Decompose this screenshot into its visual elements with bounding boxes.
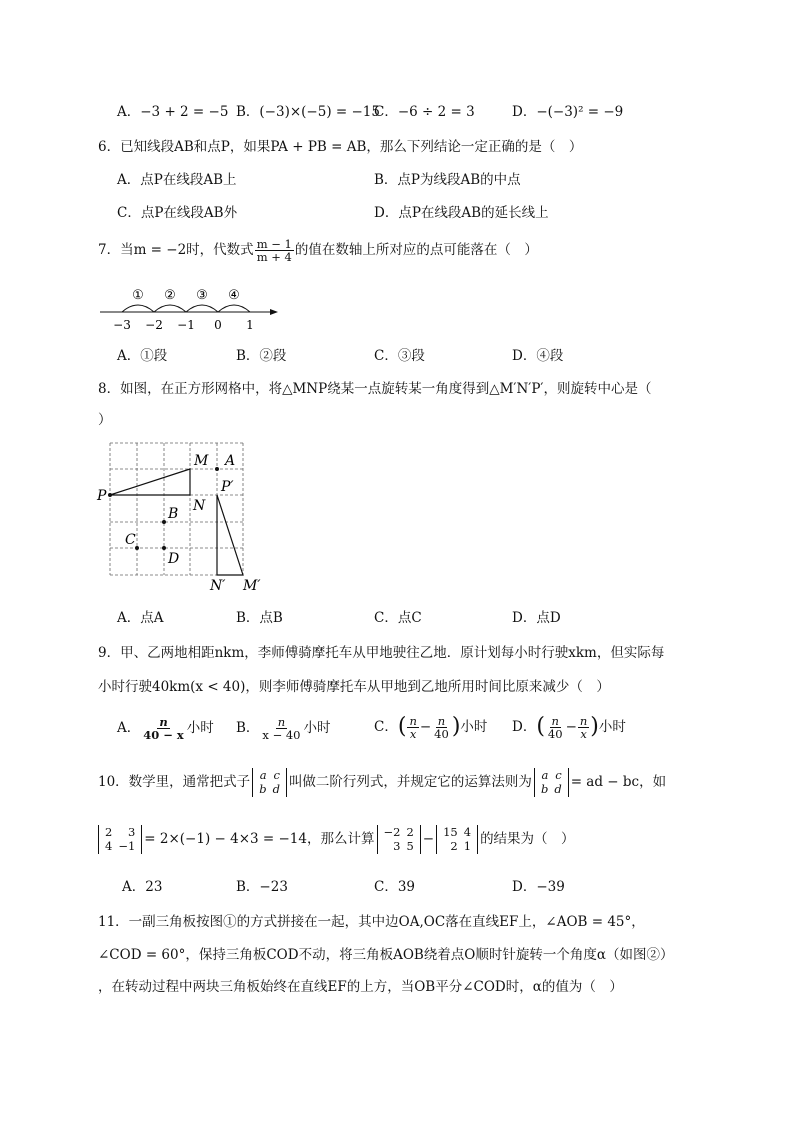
q9-stem-line2: 小时行驶40km(x < 40)，则李师傅骑摩托车从甲地到乙地所用时间比原来减少（ ）: [98, 679, 610, 695]
q10-example-result: = 2×(−1) − 4×3 = −14，那么计算: [144, 831, 375, 848]
q5-option-c[interactable]: C．−6 ÷ 2 = 3: [374, 104, 475, 120]
point-b: [162, 520, 166, 524]
q7-option-d[interactable]: D．④段: [512, 348, 564, 364]
q9-a-num: n: [159, 715, 168, 729]
det-d: d: [272, 782, 280, 797]
rule-b: b: [540, 782, 549, 797]
q9-option-d[interactable]: [512, 714, 626, 740]
q9-c-unit: 小时: [460, 719, 488, 736]
q9-option-c[interactable]: [374, 714, 487, 740]
q8-stem-line2: ）: [98, 412, 112, 428]
q10-minus: −: [422, 831, 435, 848]
q9-option-b-fraction: [260, 716, 302, 741]
ex-d: −1: [118, 839, 136, 854]
point-p: [108, 493, 112, 497]
label-p: P: [97, 488, 107, 504]
triangle-mnp: [110, 469, 190, 495]
q9-a-den: 40 − x: [143, 728, 184, 743]
point-d: [162, 546, 166, 550]
q6-option-b[interactable]: B．点P为线段AB的中点: [374, 172, 521, 188]
q9-option-a-fraction: [141, 716, 186, 741]
q6-option-d[interactable]: D．点P在线段AB的延长线上: [374, 205, 549, 221]
c2-c: 4: [463, 825, 472, 839]
q9-d-lparen: (: [536, 714, 545, 739]
q7-frac-num: m − 1: [256, 237, 292, 251]
q9-c-d1: x: [409, 726, 417, 741]
q9-option-c-label: C．: [374, 719, 398, 736]
q10-option-a[interactable]: A．23: [122, 879, 163, 895]
det-c: c: [273, 768, 280, 782]
q10-option-c[interactable]: C．39: [374, 879, 416, 895]
q7-tick--1: −1: [177, 318, 195, 332]
q5-option-a[interactable]: A．−3 + 2 = −5: [117, 104, 229, 120]
q7-stem-pre: 7．当m = −2时，代数式: [98, 242, 254, 259]
q11-stem-line2: ∠COD = 60°，保持三角板COD不动，将三角板AOB绕着点O顺时针旋转一个角度α（如图②）: [98, 947, 674, 963]
c1-b: 3: [393, 839, 401, 854]
q9-c-n2: n: [437, 713, 446, 728]
q7-arc-3: [186, 305, 218, 312]
label-m: M: [194, 453, 209, 469]
triangle-mnp-image: [217, 495, 243, 575]
q9-option-d-label: D．: [512, 719, 537, 736]
q9-d-n1: n: [551, 713, 559, 728]
c1-c: 2: [406, 825, 414, 839]
c2-a: 15: [443, 825, 458, 839]
q11-stem-line1: 11．一副三角板按图①的方式拼接在一起，其中边OA,OC落在直线EF上，∠AOB = 45°，: [98, 914, 645, 930]
label-c: C: [125, 532, 136, 548]
q9-c-frac1: [407, 715, 418, 740]
label-p-prime: P′: [221, 479, 234, 495]
q9-d-n2: n: [579, 713, 588, 728]
q8-stem-line1: 8．如图，在正方形网格中，将△MNP绕某一点旋转某一角度得到△M′N′P′，则旋转中心是（: [98, 381, 652, 397]
q7-option-b[interactable]: B．②段: [236, 348, 287, 364]
q9-d-frac2: [578, 715, 589, 740]
q10-stem-end: 的结果为（ ）: [480, 831, 575, 848]
q10-stem-pre: 10．数学里，通常把式子: [98, 774, 251, 791]
q7-seg-2: ②: [164, 288, 176, 303]
q9-d-unit: 小时: [598, 719, 626, 736]
rule-d: d: [554, 782, 562, 797]
q10-det-example: [98, 825, 142, 854]
q9-b-unit: 小时: [303, 720, 331, 737]
q9-a-unit: 小时: [186, 720, 214, 737]
q9-d-d1: 40: [547, 726, 563, 741]
q8-grid-figure: [96, 438, 276, 596]
q9-option-a-label: A．: [117, 720, 141, 737]
ex-c: 3: [127, 825, 136, 839]
label-n: N: [193, 498, 206, 514]
q9-c-lparen: (: [397, 714, 407, 739]
q7-arc-4: [218, 305, 250, 312]
q9-d-d2: x: [580, 726, 587, 741]
q9-option-b-label: B．: [236, 720, 260, 737]
q10-det-calc2: [436, 825, 478, 854]
q7-seg-3: ③: [196, 288, 208, 303]
q8-option-b[interactable]: B．点B: [236, 610, 283, 626]
q9-d-frac1: [546, 715, 565, 740]
q7-tick--3: −3: [113, 318, 131, 332]
q10-det-abcd: [252, 768, 287, 797]
c1-a: −2: [383, 825, 401, 839]
q6-option-c[interactable]: C．点P在线段AB外: [117, 205, 238, 221]
q10-stem-post: = ad − bc，如: [570, 774, 667, 791]
q7-tick-0: 0: [214, 318, 222, 332]
q8-option-d[interactable]: D．点D: [512, 610, 561, 626]
q5-option-d[interactable]: D．−(−3)² = −9: [512, 104, 624, 120]
q10-option-b[interactable]: B．−23: [236, 879, 288, 895]
label-n-prime: N′: [210, 578, 226, 594]
q9-d-minus: −: [565, 719, 577, 736]
q7-stem: [98, 238, 538, 263]
q7-fraction: [255, 238, 294, 263]
ex-a: 2: [105, 825, 113, 839]
c2-d: 1: [463, 839, 472, 854]
rule-c: c: [555, 768, 562, 782]
q6-stem: 6．已知线段AB和点P，如果PA + PB = AB，那么下列结论一定正确的是（ ）: [98, 139, 583, 155]
q7-seg-4: ④: [228, 288, 240, 303]
q7-tick--2: −2: [145, 318, 163, 332]
q9-b-den: x − 40: [262, 728, 301, 743]
det-b: b: [259, 782, 267, 797]
q9-c-frac2: [432, 715, 451, 740]
label-d: D: [168, 551, 180, 567]
q6-option-a[interactable]: A．点P在线段AB上: [117, 172, 237, 188]
label-m-prime: M′: [243, 578, 261, 594]
rule-a: a: [541, 768, 549, 782]
q11-stem-line3: ，在转动过程中两块三角板始终在直线EF的上方，当OB平分∠COD时，α的值为（ ）: [98, 979, 623, 995]
c1-d: 5: [406, 839, 414, 854]
q9-c-minus: −: [419, 719, 432, 736]
c2-b: 2: [450, 839, 458, 854]
q7-option-a[interactable]: A．①段: [117, 348, 168, 364]
q7-number-line: [96, 280, 286, 336]
q7-stem-post: 的值在数轴上所对应的点可能落在（ ）: [294, 242, 538, 259]
det-a: a: [259, 768, 267, 782]
q10-det-calc1: [377, 825, 421, 854]
q9-c-d2: 40: [434, 726, 449, 741]
label-b: B: [168, 506, 179, 522]
ex-b: 4: [105, 839, 113, 854]
q9-c-n1: n: [409, 713, 417, 728]
q9-c-rparen: ): [451, 714, 461, 739]
q10-stem-line2: [98, 825, 575, 854]
q7-frac-den: m + 4: [256, 250, 292, 265]
q10-option-d[interactable]: D．−39: [512, 879, 565, 895]
q9-b-num: n: [277, 715, 286, 729]
q9-d-rparen: ): [590, 714, 599, 739]
q10-stem-line1: [98, 768, 666, 797]
q8-option-c[interactable]: C．点C: [374, 610, 422, 626]
q7-tick-1: 1: [246, 318, 254, 332]
q9-option-a[interactable]: [117, 716, 214, 741]
q9-option-b[interactable]: [236, 716, 331, 741]
q7-seg-1: ①: [132, 288, 144, 303]
q7-arc-2: [154, 305, 186, 312]
point-a: [215, 467, 219, 471]
q8-option-a[interactable]: A．点A: [117, 610, 164, 626]
label-a: A: [225, 453, 236, 469]
q5-option-b[interactable]: B．(−3)×(−5) = −15: [236, 104, 380, 120]
q9-stem-line1: 9．甲、乙两地相距nkm，李师傅骑摩托车从甲地驶往乙地．原计划每小时行驶xkm，但实际每: [98, 645, 665, 661]
q7-option-c[interactable]: C．③段: [374, 348, 425, 364]
q7-arc-1: [122, 305, 154, 312]
q10-det-rule: [534, 768, 569, 797]
q10-stem-mid: 叫做二阶行列式，并规定它的运算法则为: [288, 774, 532, 791]
